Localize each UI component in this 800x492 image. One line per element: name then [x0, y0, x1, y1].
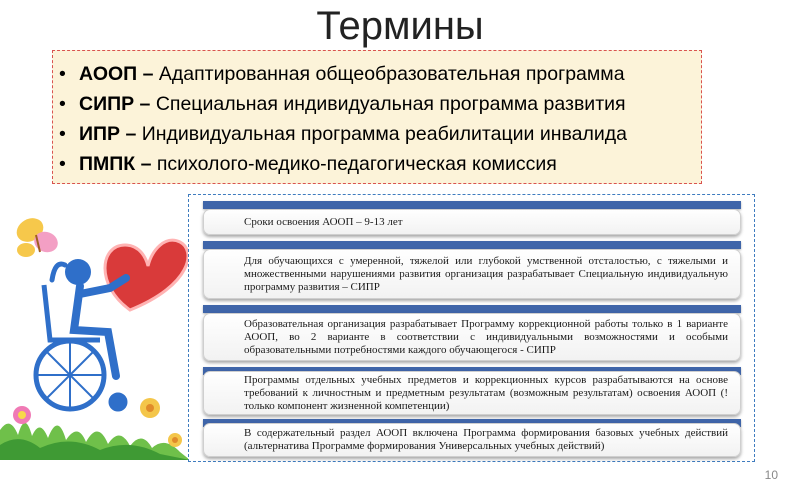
- term-text: Специальная индивидуальная программа развития: [155, 93, 626, 115]
- slide-title: Термины: [316, 4, 484, 48]
- blocks-frame: [188, 194, 755, 462]
- term-dash: –: [134, 93, 156, 115]
- info-block: [203, 423, 741, 457]
- block-divider-strip: [203, 241, 741, 249]
- term-dash: –: [137, 63, 159, 85]
- term-item-sipr: [59, 89, 701, 119]
- term-item-ipr: [59, 119, 701, 149]
- term-abbr: СИПР: [79, 93, 135, 115]
- terms-box: [52, 50, 702, 184]
- bullet: •: [59, 123, 66, 145]
- term-text: Адаптированная общеобразовательная программа: [158, 63, 625, 85]
- term-abbr: ИПР: [79, 123, 121, 145]
- block-divider-strip: [203, 305, 741, 313]
- term-dash: –: [135, 153, 157, 175]
- terms-list: [59, 59, 701, 179]
- page-number: 10: [764, 468, 778, 482]
- term-dash: –: [120, 123, 142, 145]
- block-text: Для обучающихся с умеренной, тяжелой или глубокой умственной отсталостью, с тяжелыми и множественными нарушениями развития организация разрабатывает Специальную индивидуальную программу развития – СИПР: [244, 254, 728, 293]
- flower-icon: [13, 406, 31, 424]
- term-text: психолого-медико-педагогическая комиссия: [156, 153, 557, 175]
- wheelchair-illustration: [0, 190, 190, 460]
- block-text: В содержательный раздел АООП включена Программа формирования базовых учебных действий (альтернатива Программе формирования Универсальных учебных действий): [244, 427, 728, 452]
- info-block: [203, 371, 741, 415]
- heart-icon: [105, 240, 188, 310]
- bullet: •: [59, 93, 66, 115]
- block-text: Образовательная организация разрабатывает Программу коррекционной работы только в 1 варианте АООП, во 2 варианте в соответствии с индивидуальными возможностями и особыми образовательными потребностями каждого обучающегося - СИПР: [244, 317, 728, 356]
- bullet: •: [59, 63, 66, 85]
- block-text: Программы отдельных учебных предметов и коррекционных курсов разрабатываются на основе требований к личностным и предметным результатам (возможным результатам) освоения АООП (!только компонент жизненной компетенции): [244, 373, 728, 412]
- term-abbr: ПМПК: [79, 153, 136, 175]
- term-item-aoop: [59, 59, 701, 89]
- flower-icon: [140, 398, 160, 418]
- term-abbr: АООП: [79, 63, 138, 85]
- block-divider-strip: [203, 201, 741, 209]
- butterfly-icon: [12, 213, 60, 257]
- info-block: [203, 313, 741, 361]
- flower-icon: [168, 433, 182, 447]
- block-text: Сроки освоения АООП – 9-13 лет: [244, 215, 403, 228]
- bullet: •: [59, 153, 66, 175]
- info-block: [203, 209, 741, 235]
- term-item-pmpk: [59, 149, 701, 179]
- term-text: Индивидуальная программа реабилитации инвалида: [141, 123, 627, 145]
- info-block: [203, 249, 741, 299]
